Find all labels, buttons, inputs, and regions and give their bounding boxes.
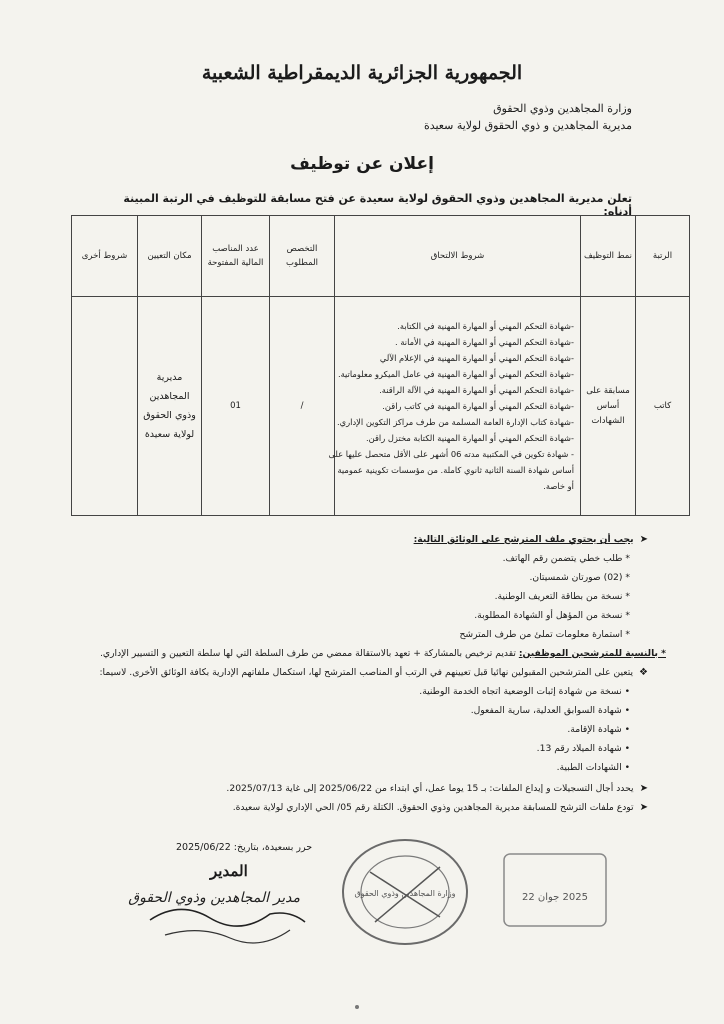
list-item: * طلب خطي يتضمن رقم الهاتف. (502, 553, 630, 564)
accepted-line (48, 663, 648, 682)
col-specialty: التخصص المطلوب (270, 216, 335, 297)
list-item: * (02) صورتان شمسيتان. (529, 572, 630, 583)
arrow-bullet-icon: ➤ (639, 802, 648, 813)
arrow-bullet-icon: ➤ (639, 534, 648, 545)
ministry-block (424, 100, 632, 134)
list-item: • شهادة الميلاد رقم 13. (536, 743, 630, 754)
employees-text: تقديم ترخيص بالمشاركة + تعهد بالاستقالة ممضي من طرف السلطة التي لها سلطة التعيين و التسيير الإداري. (99, 648, 516, 659)
list-item: * نسخة من بطاقة التعريف الوطنية. (494, 591, 630, 602)
condition-line: -شهادة التحكم المهني أو المهارة المهنية في عامل الميكرو معلوماتية. (337, 369, 574, 379)
deadline-text: يحدد أجال التسجيلات و إيداع الملفات: بـ 15 يوما عمل، أي ابتداء من 2025/06/22 إلى غاية 2025/07/13. (226, 783, 634, 794)
received-date: 2025 جوان 22 (521, 892, 589, 903)
cell-other (72, 297, 138, 516)
condition-line: -شهادة التحكم المهني أو المهارة المهنية الكتابة مختزل راقن. (365, 433, 574, 443)
list-item: • شهادة الإقامة. (567, 724, 630, 735)
col-mode: نمط التوظيف (581, 216, 636, 297)
list-item: • شهادة السوابق العدلية، سارية المفعول. (470, 705, 630, 716)
diamond-bullet-icon: ❖ (639, 667, 648, 678)
stamp-text: وزارة المجاهدين وذوي الحقوق (354, 889, 456, 898)
list-item: * استمارة معلومات تملئ من طرف المترشح (459, 629, 630, 640)
place-date: حرر بسعيدة، بتاريخ: 2025/06/22 (176, 842, 313, 853)
condition-line: أو خاصة. (543, 481, 574, 491)
table-header-row (72, 216, 690, 297)
condition-line: -شهادة التحكم المهني أو المهارة المهنية في الإعلام الآلي (379, 353, 574, 363)
condition-line: -شهادة كتاب الإدارة العامة المسلمة من طرف مراكز التكوين الإداري. (337, 417, 574, 427)
page-title: إعلان عن توظيف (290, 154, 434, 174)
deposit-line (48, 798, 648, 817)
cell-specialty: / (270, 297, 335, 516)
list-item: * نسخة من المؤهل أو الشهادة المطلوبة. (474, 610, 630, 621)
table-row (72, 297, 690, 516)
condition-line: أساس شهادة السنة الثانية ثانوي كاملة. من مؤسسات تكوينية عمومية (337, 465, 574, 475)
employees-line (48, 644, 666, 663)
cell-mode: مسابقة على أساس الشهادات (581, 297, 636, 516)
page-dot (355, 1005, 359, 1009)
cell-rank: كاتب (636, 297, 690, 516)
col-other: شروط أخرى (72, 216, 138, 297)
handwritten-signature (128, 880, 310, 950)
director-title: المدير (210, 862, 248, 880)
documents-heading-line (48, 530, 648, 549)
arrow-bullet-icon: ➤ (639, 783, 648, 794)
cell-conditions (328, 297, 581, 516)
cell-place: مديرية المجاهدين وذوي الحقوق لولاية سعيدة (138, 297, 202, 516)
documents-section (48, 530, 666, 817)
cell-posts: 01 (202, 297, 270, 516)
signature-text: مدير المجاهدين وذوي الحقوق (128, 890, 300, 906)
directorate-name: مديرية المجاهدين و ذوي الحقوق لولاية سعيدة (423, 119, 632, 132)
received-date-stamp (500, 850, 610, 930)
condition-line: -شهادة التحكم المهني أو المهارة المهنية في الكتابة. (397, 321, 574, 331)
list-item: • نسخة من شهادة إثبات الوضعية اتجاه الخدمة الوطنية. (419, 686, 630, 697)
republic-header: الجمهورية الجزائرية الديمقراطية الشعبية (201, 62, 523, 84)
list-item: • الشهادات الطبية. (556, 762, 630, 773)
col-rank: الرتبة (636, 216, 690, 297)
deadline-line (48, 779, 648, 798)
official-round-stamp (330, 832, 480, 952)
deposit-text: تودع ملفات الترشح للمسابقة مديرية المجاهدين وذوي الحقوق. الكتلة رقم 05/ الحي الإداري لولاية سعيدة. (232, 802, 634, 813)
recruitment-table (71, 215, 690, 516)
accepted-text: يتعين على المترشحين المقبولين نهائيا قبل تعيينهم في الرتب أو المناصب المترشح لها، استكمال ملفاتهم الإدارية بكافة الوثائق الأخرى. لاسيما: (99, 667, 634, 678)
ministry-name: وزارة المجاهدين وذوي الحقوق (493, 102, 632, 115)
intro-text: تعلن مديرية المجاهدين وذوي الحقوق لولاية سعيدة عن فتح مسابقة للتوظيف في الرتبة المبينة أدناه: (123, 192, 632, 218)
col-conditions: شروط الالتحاق (335, 216, 581, 297)
employees-heading: * بالنسبة للمترشحين الموظفين: (518, 648, 666, 659)
col-posts: عدد المناصب المالية المفتوحة (202, 216, 270, 297)
col-place: مكان التعيين (138, 216, 202, 297)
condition-line: -شهادة التحكم المهني أو المهارة المهنية في الأمانة . (395, 337, 574, 347)
documents-heading: يجب أن يحتوي ملف المترشح على الوثائق التالية: (413, 534, 634, 545)
condition-line: -شهادة التحكم المهني أو المهارة المهنية في كاتب راقن. (382, 401, 574, 411)
condition-line: -شهادة التحكم المهني أو المهارة المهنية في الآلة الراقنة. (379, 385, 574, 395)
condition-line: - شهادة تكوين في المكتبية مدته 06 أشهر على الأقل متحصل عليها على (328, 449, 574, 459)
